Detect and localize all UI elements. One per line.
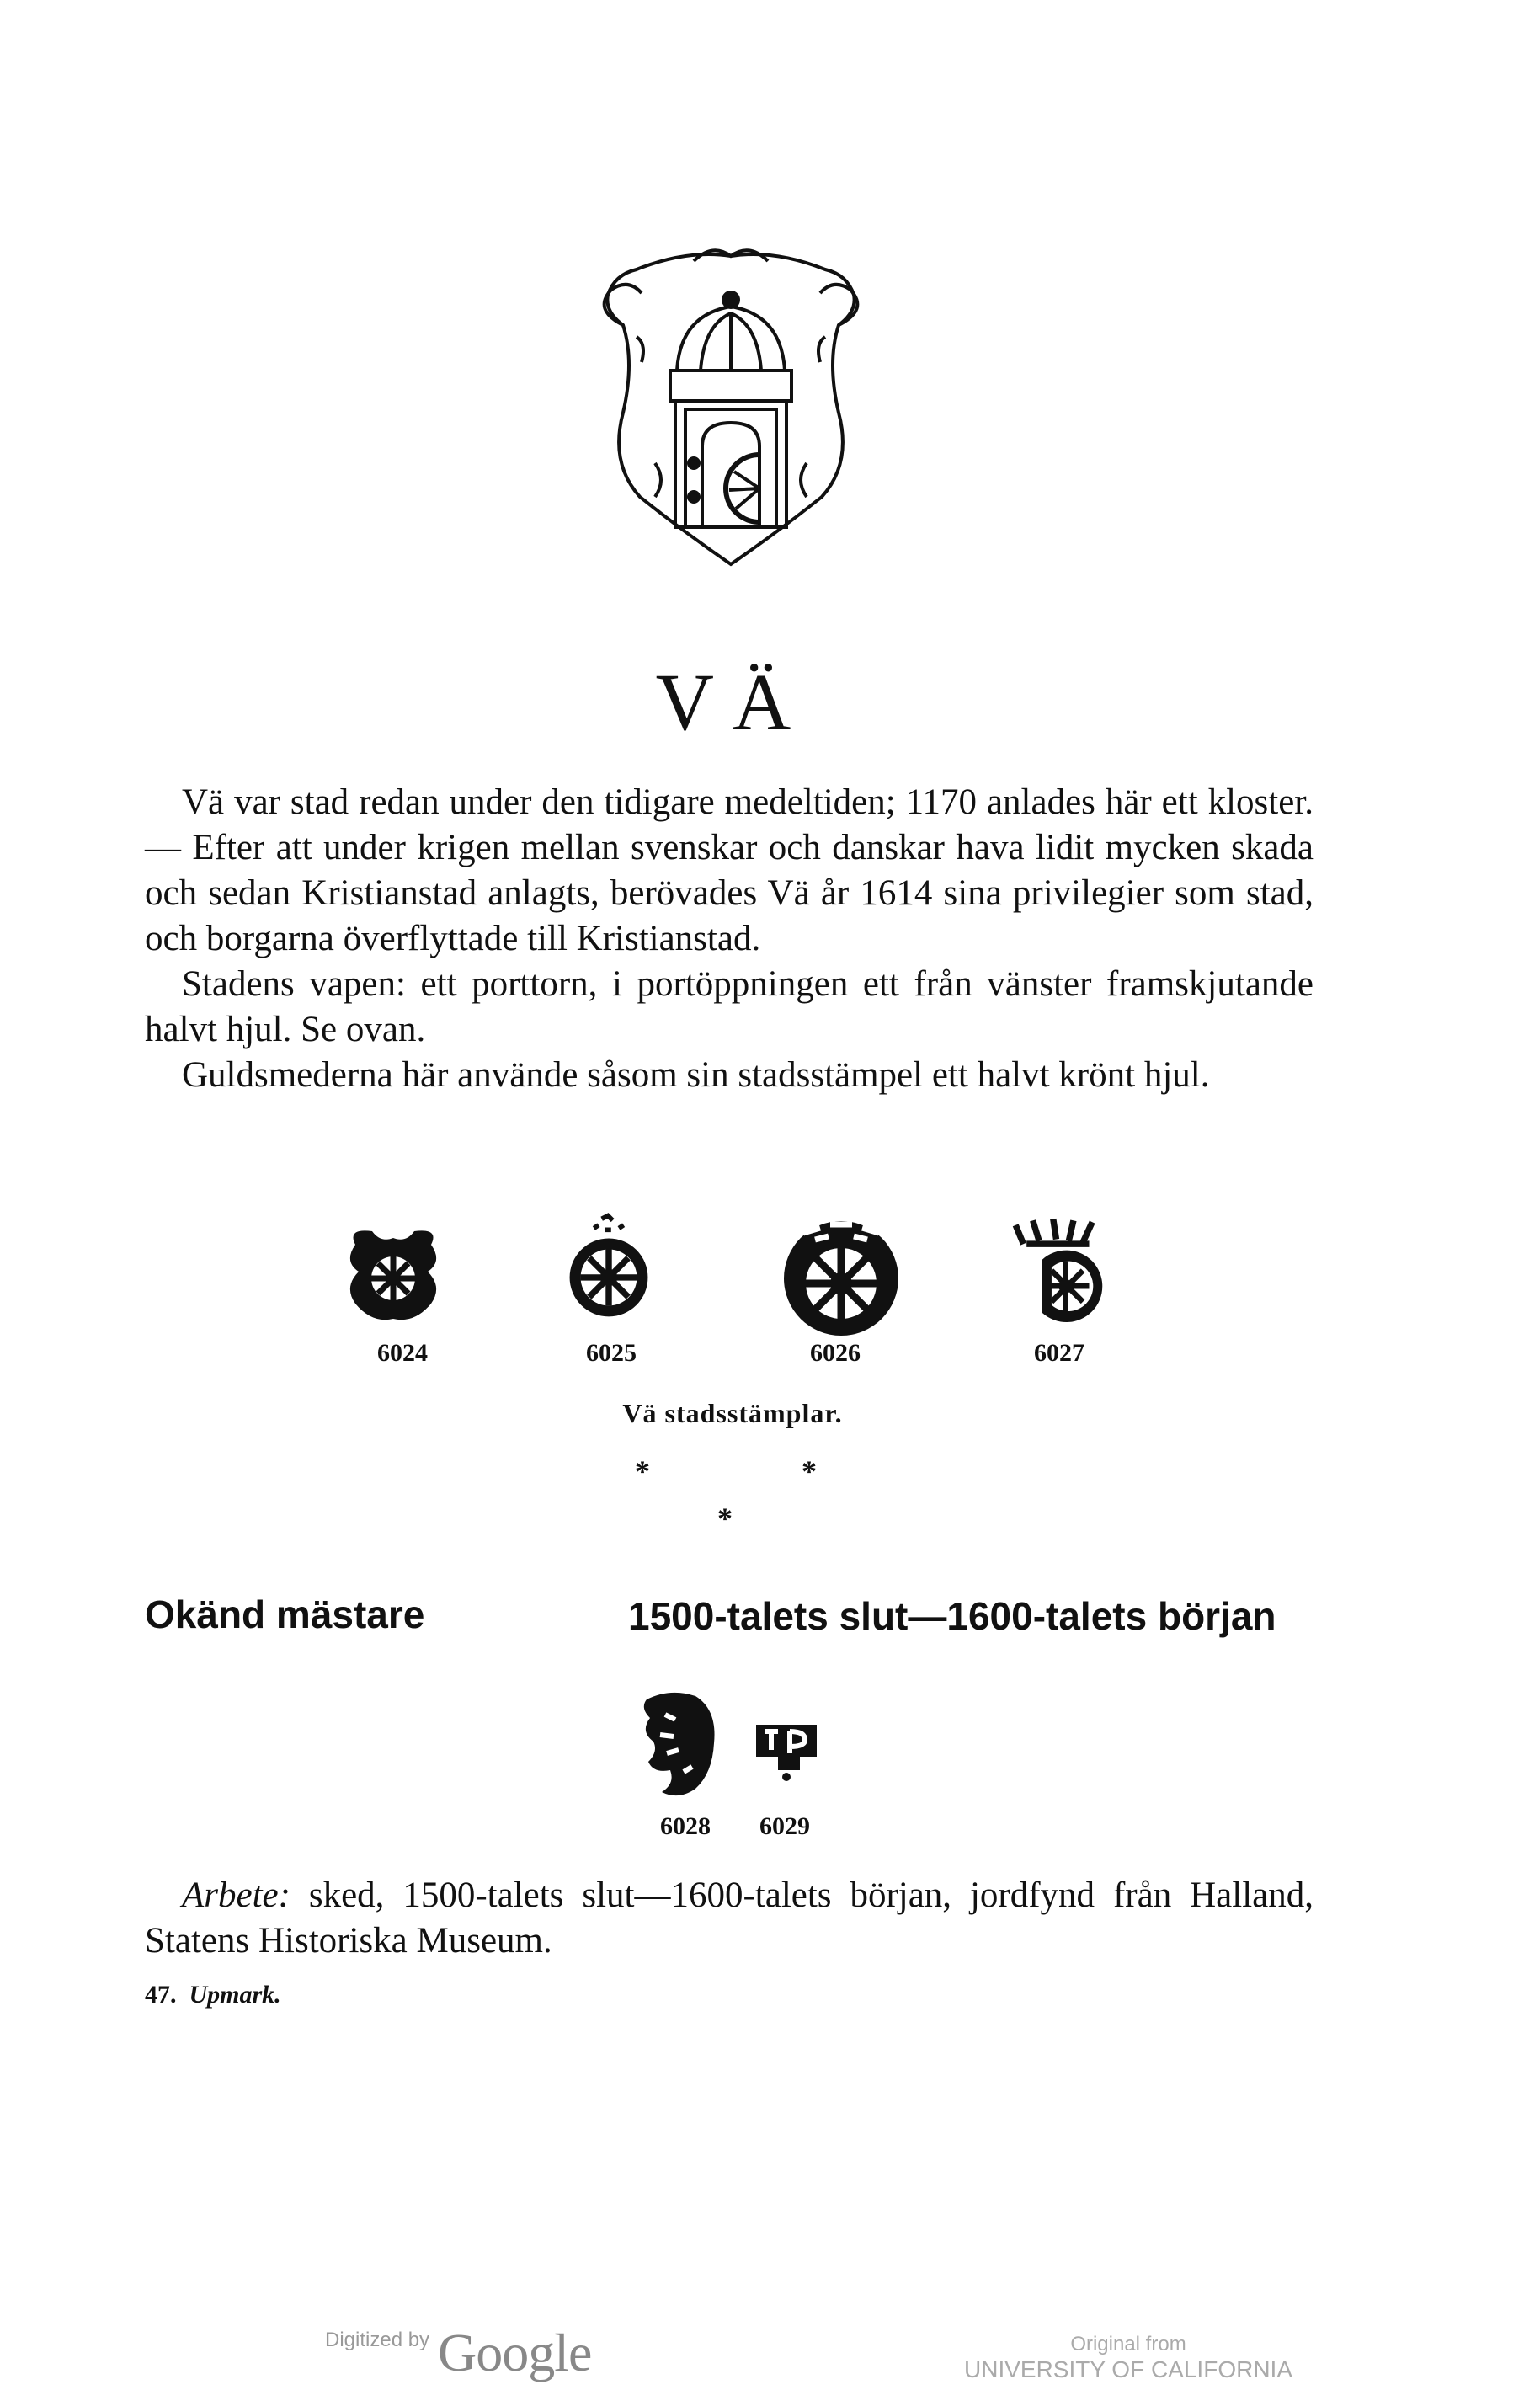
paragraph-coat-of-arms: Stadens vapen: ett porttorn, i portöppningen ett från vänster framskjutande halvt hjul. Se ovan.	[145, 964, 1314, 1049]
work-label: Arbete:	[182, 1875, 290, 1915]
separator-star: *	[802, 1454, 817, 1488]
mark-number-6029: 6029	[759, 1812, 810, 1840]
page-title: VÄ	[655, 657, 810, 747]
stamp-6027-image	[1007, 1213, 1116, 1322]
separator-star: *	[635, 1454, 650, 1488]
paragraph-history: Vä var stad redan under den tidigare medeltiden; 1170 anlades här ett kloster. — Efter att under krigen mellan svenskar och danskar hava lidit mycken skada och sedan Kristianstad anlagts, berövades Vä år 1614 sina privilegier som stad, och borgarna överflyttade till Kristianstad.	[145, 782, 1314, 958]
signature-number: 47.	[145, 1981, 177, 2009]
paragraph-goldsmiths: Guldsmederna här använde såsom sin stadsstämpel ett halvt krönt hjul.	[182, 1055, 1210, 1095]
institution-label: UNIVERSITY OF CALIFORNIA	[964, 2356, 1292, 2382]
separator-star: *	[717, 1502, 733, 1535]
mark-6029-image	[753, 1720, 820, 1782]
original-from-label: Original from	[1070, 2333, 1186, 2355]
stamp-number-6025: 6025	[586, 1339, 637, 1367]
stamps-caption: Vä stadsstämplar.	[622, 1398, 843, 1428]
stamp-number-6024: 6024	[377, 1339, 428, 1367]
signature-line	[145, 1981, 281, 2009]
body-text	[145, 780, 1314, 1098]
coat-of-arms-illustration	[586, 244, 876, 573]
mark-number-6028: 6028	[660, 1812, 711, 1840]
stamp-6026-image	[778, 1211, 904, 1337]
work-description	[145, 1873, 1314, 1964]
signature-name: Upmark.	[189, 1981, 281, 2009]
master-name: Okänd mästare	[145, 1592, 425, 1636]
stamp-6025-image	[554, 1211, 663, 1320]
work-text: sked, 1500-talets slut—1600-talets början, jordfynd från Halland, Statens Historiska Museum.	[145, 1875, 1314, 1961]
google-logo-text: Google	[438, 2323, 592, 2382]
stamp-6024-image	[338, 1219, 448, 1329]
stamp-number-6027: 6027	[1034, 1339, 1084, 1367]
mark-6028-image	[637, 1689, 721, 1800]
digitized-by-label: Digitized by	[325, 2329, 430, 2351]
master-period: 1500-talets slut—1600-talets början	[628, 1594, 1276, 1638]
stamp-number-6026: 6026	[810, 1339, 861, 1367]
